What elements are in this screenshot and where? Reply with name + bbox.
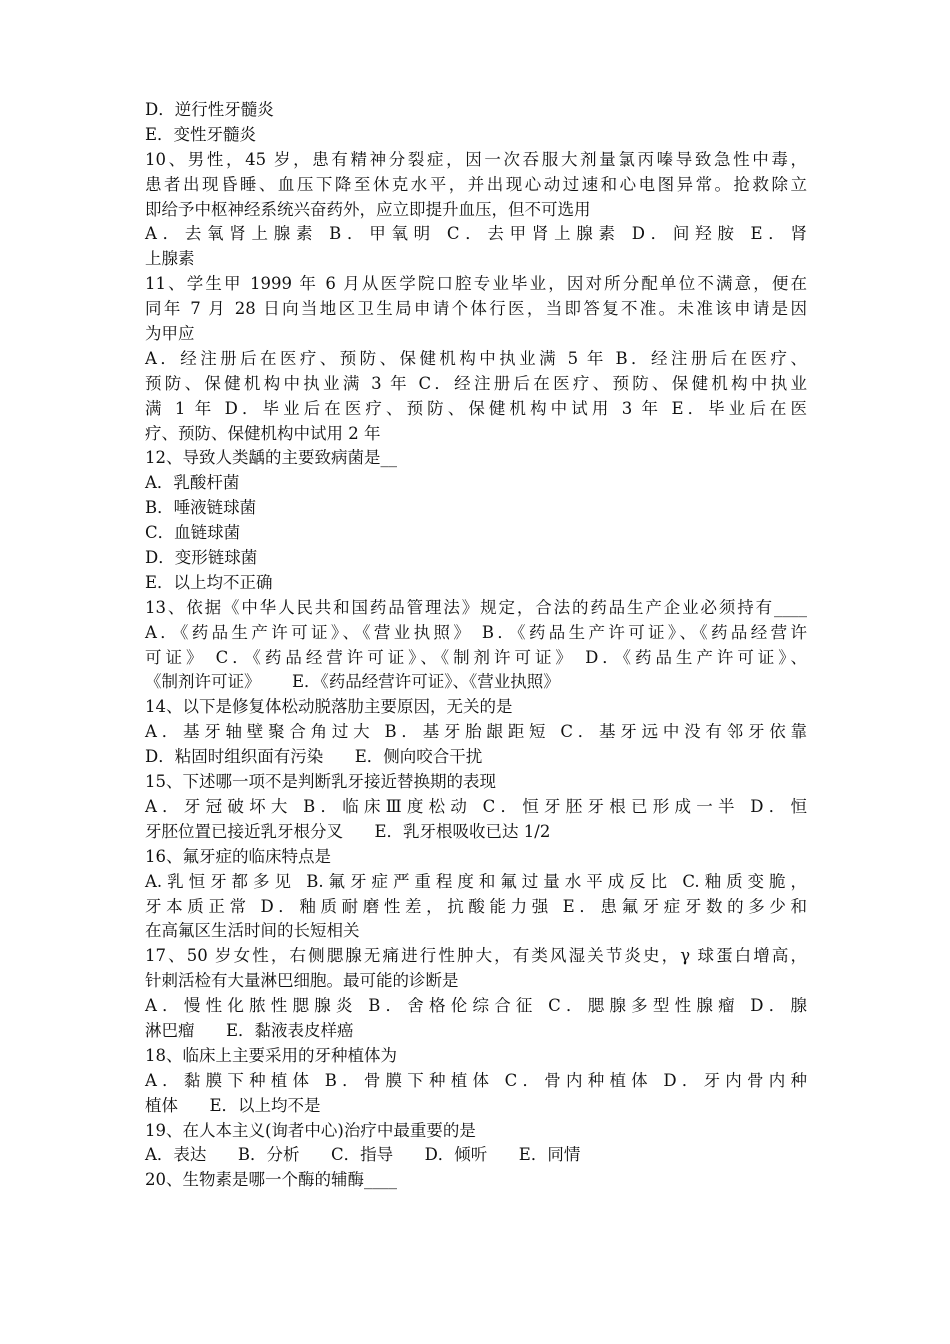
text-line: A．基牙轴壁聚合角过大 B．基牙胎龈距短 C．基牙远中没有邻牙依靠 <box>145 722 807 742</box>
text-line: A．牙冠破坏大 B．临床Ⅲ度松动 C．恒牙胚牙根已形成一半 D．恒 <box>145 796 807 816</box>
text-line: 16、氟牙症的临床特点是 <box>145 846 331 866</box>
text-line: D．逆行性牙髓炎 <box>145 100 274 119</box>
text-line: 11、学生甲 1999 年 6 月从医学院口腔专业毕业，因对所分配单位不满意，便在 <box>145 274 807 294</box>
text-line: 15、下述哪一项不是判断乳牙接近替换期的表现 <box>145 772 496 792</box>
text-line: 18、临床上主要采用的牙种植体为 <box>145 1045 397 1065</box>
text-line: 20、生物素是哪一个酶的辅酶____ <box>145 1170 397 1190</box>
text-line: A．黏膜下种植体 B．骨膜下种植体 C．骨内种植体 D．牙内骨内种 <box>145 1070 807 1090</box>
text-line: A.乳恒牙都多见 B.氟牙症严重程度和氟过量水平成反比 C.釉质变脆， <box>145 871 807 891</box>
text-line: C．血链球菌 <box>145 523 241 543</box>
text-line: 疗、预防、保健机构中试用 2 年 <box>145 423 381 443</box>
text-line: B．唾液链球菌 <box>145 498 257 518</box>
text-line: E．以上均不正确 <box>145 572 273 592</box>
text-line: A．慢性化脓性腮腺炎 B．舍格伦综合征 C．腮腺多型性腺瘤 D．腺 <box>145 996 807 1016</box>
text-line: 13、依据《中华人民共和国药品管理法》规定，合法的药品生产企业必须持有____ <box>145 597 807 617</box>
text-line: 患者出现昏睡、血压下降至休克水平，并出现心动过速和心电图异常。抢救除立 <box>145 174 807 194</box>
text-line: 10、男性，45 岁，患有精神分裂症，因一次吞服大剂量氯丙嗪导致急性中毒， <box>145 149 807 169</box>
text-line: 针刺活检有大量淋巴细胞。最可能的诊断是 <box>145 971 459 991</box>
text-line: 12、导致人类龋的主要致病菌是__ <box>145 448 397 468</box>
text-line: 可证》 C．《药品经营许可证》、《制剂许可证》 D．《药品生产许可证》、 <box>145 647 807 667</box>
document-body <box>145 98 807 1193</box>
text-line: 植体 E．以上均不是 <box>145 1095 321 1115</box>
text-line: D．变形链球菌 <box>145 548 258 568</box>
text-line: 牙胚位置已接近乳牙根分叉 E．乳牙根吸收已达 1/2 <box>145 821 551 841</box>
text-line: 牙本质正常 D．釉质耐磨性差，抗酸能力强 E．患氟牙症牙数的多少和 <box>145 896 807 916</box>
text-line: D．粘固时组织面有污染 E．侧向咬合干扰 <box>145 747 483 767</box>
text-line: 预防、保健机构中执业满 3 年 C．经注册后在医疗、预防、保健机构中执业 <box>145 373 807 393</box>
text-line: 14、以下是修复体松动脱落肋主要原因，无关的是 <box>145 697 513 717</box>
text-line: A．乳酸杆菌 <box>145 473 240 493</box>
text-line: 为甲应 <box>145 324 195 344</box>
text-line: 上腺素 <box>145 249 195 269</box>
text-line: 在高氟区生活时间的长短相关 <box>145 921 360 941</box>
text-line: 《制剂许可证》 E．《药品经营许可证》、《营业执照》 <box>145 672 560 692</box>
text-line: E．变性牙髓炎 <box>145 124 257 144</box>
text-line: A．《药品生产许可证》、《营业执照》 B．《药品生产许可证》、《药品经营许 <box>145 622 807 642</box>
text-line: 同年 7 月 28 日向当地区卫生局申请个体行医，当即答复不准。未准该申请是因 <box>145 299 807 319</box>
text-line: 19、在人本主义(询者中心)治疗中最重要的是 <box>145 1120 476 1140</box>
text-line: A．表达 B．分析 C．指导 D．倾听 E．同情 <box>145 1145 581 1165</box>
text-line: A．去氧肾上腺素 B．甲氧明 C．去甲肾上腺素 D．间羟胺 E．肾 <box>145 224 807 244</box>
text-line: A．经注册后在医疗、预防、保健机构中执业满 5 年 B．经注册后在医疗、 <box>145 348 807 368</box>
text-line: 淋巴瘤 E．黏液表皮样癌 <box>145 1020 354 1040</box>
text-line: 即给予中枢神经系统兴奋药外，应立即提升血压，但不可选用 <box>145 199 591 219</box>
text-line: 满 1 年 D．毕业后在医疗、预防、保健机构中试用 3 年 E．毕业后在医 <box>145 398 807 418</box>
text-line: 17、50 岁女性，右侧腮腺无痛进行性肿大，有类风湿关节炎史，γ 球蛋白增高， <box>145 946 807 966</box>
